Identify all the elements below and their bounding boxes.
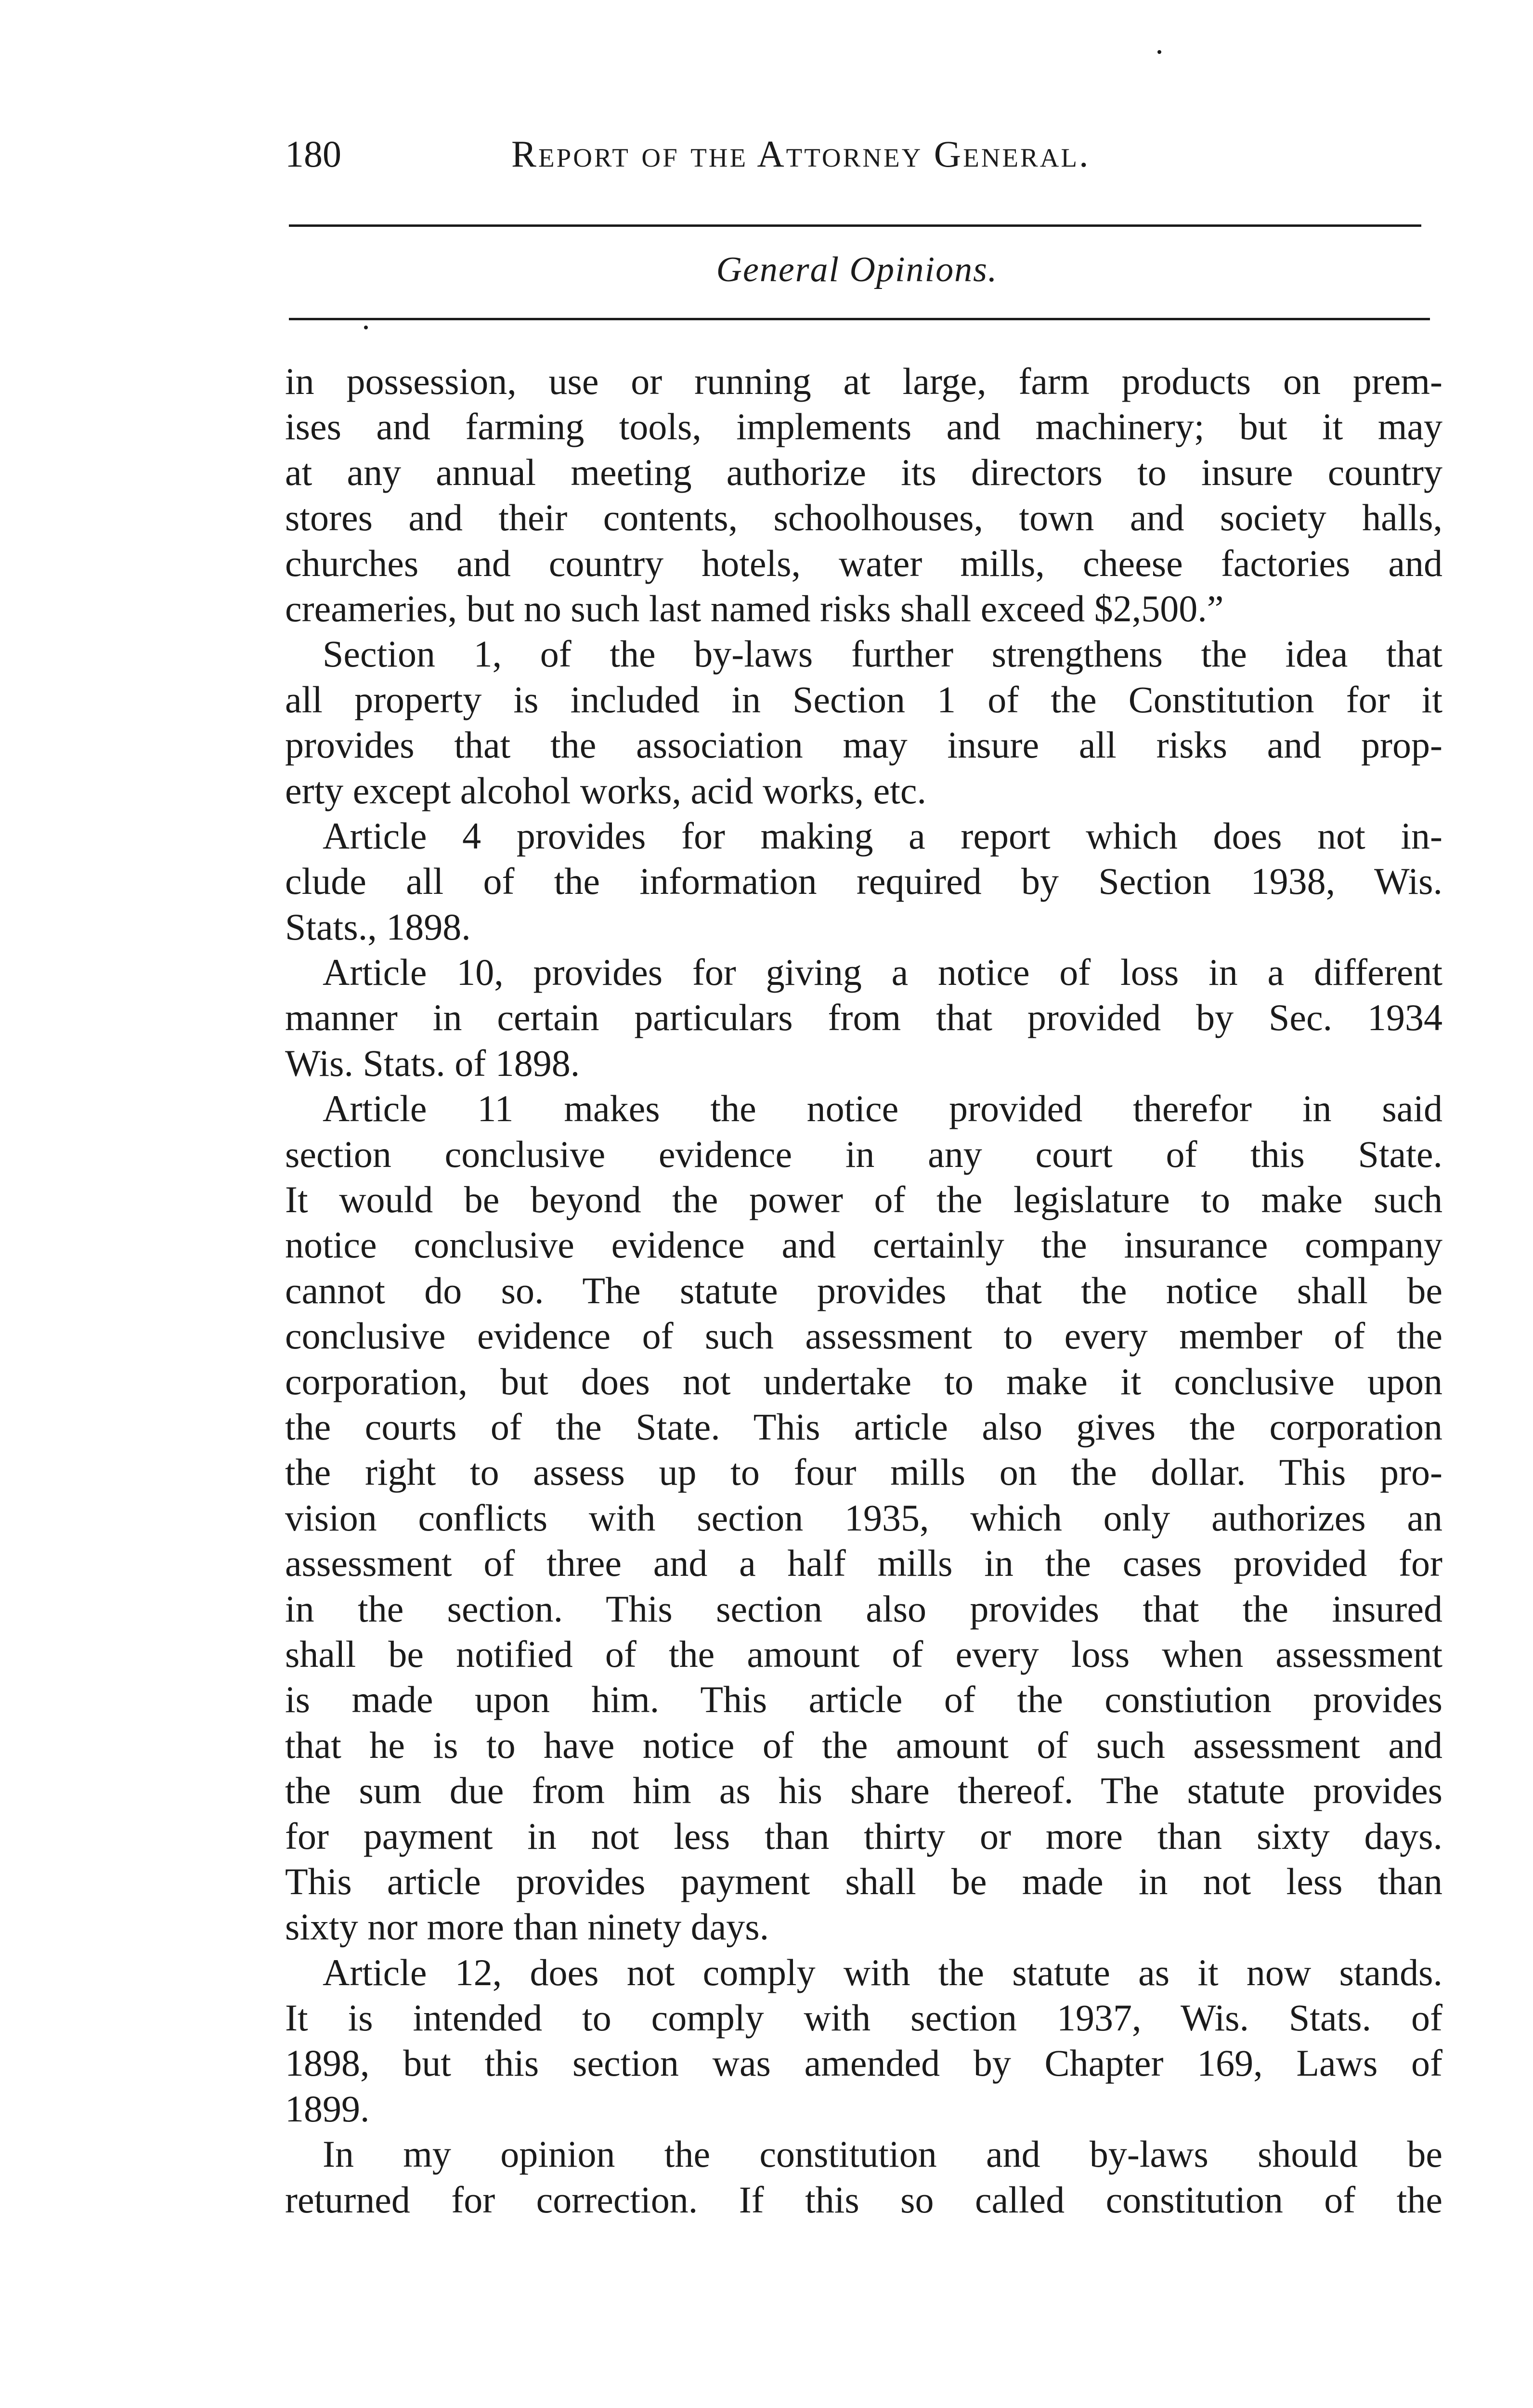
text-line: Article 12, does not comply with the statute as it now stands.	[285, 1951, 1442, 1993]
text-line: erty except alcohol works, acid works, etc.	[285, 769, 927, 811]
text-line: creameries, but no such last named risks shall exceed $2,500.”	[285, 587, 1224, 629]
text-line: assessment of three and a half mills in the cases provided for	[285, 1542, 1442, 1584]
text-line: the sum due from him as his share thereof. The statute provides	[285, 1769, 1442, 1812]
text-line: shall be notified of the amount of every loss when assessment	[285, 1633, 1442, 1675]
text-line: It is intended to comply with section 1937, Wis. Stats. of	[285, 1997, 1442, 2039]
text-line: at any annual meeting authorize its directors to insure country	[285, 451, 1442, 493]
text-line: in the section. This section also provides that the insured	[285, 1587, 1442, 1630]
text-line: Wis. Stats. of 1898.	[285, 1042, 580, 1084]
text-line: manner in certain particulars from that provided by Sec. 1934	[285, 996, 1442, 1039]
text-line: Article 4 provides for making a report which does not in-	[285, 814, 1442, 857]
text-line: cannot do so. The statute provides that the notice shall be	[285, 1269, 1442, 1311]
text-line: is made upon him. This article of the constiution provides	[285, 1678, 1442, 1721]
header-title: Report of the Attorney General.	[511, 133, 1091, 175]
text-line: the right to assess up to four mills on the dollar. This pro-	[285, 1451, 1442, 1493]
text-line: ises and farming tools, implements and machinery; but it may	[285, 406, 1442, 448]
section-heading: General Opinions.	[716, 250, 998, 289]
text-line: Article 10, provides for giving a notice of loss in a different	[285, 951, 1442, 994]
header-rule-bottom	[289, 318, 1430, 320]
text-line: section conclusive evidence in any court of this State.	[285, 1133, 1442, 1175]
body-text	[285, 359, 1442, 2223]
text-line: clude all of the information required by Section 1938, Wis.	[285, 860, 1442, 903]
text-line: corporation, but does not undertake to make it conclusive upon	[285, 1360, 1442, 1402]
text-line: notice conclusive evidence and certainly the insurance company	[285, 1224, 1442, 1266]
text-line: for payment in not less than thirty or more than sixty days.	[285, 1815, 1442, 1857]
text-line: the courts of the State. This article also gives the corporation	[285, 1405, 1442, 1448]
print-speck	[1157, 50, 1161, 54]
text-line: all property is included in Section 1 of the Constitution for it	[285, 678, 1442, 720]
text-line: Article 11 makes the notice provided therefor in said	[285, 1087, 1442, 1130]
text-line: This article provides payment shall be made in not less than	[285, 1860, 1442, 1902]
text-line: conclusive evidence of such assessment to every member of the	[285, 1315, 1442, 1357]
text-line: sixty nor more than ninety days.	[285, 1906, 769, 1948]
text-line: 1898, but this section was amended by Chapter 169, Laws of	[285, 2042, 1442, 2084]
print-speck	[364, 326, 368, 329]
text-line: in possession, use or running at large, farm products on prem-	[285, 360, 1442, 402]
running-head	[285, 126, 1445, 184]
text-line: 1899.	[285, 2087, 370, 2130]
text-line: It would be beyond the power of the legislature to make such	[285, 1178, 1442, 1221]
text-line: Stats., 1898.	[285, 905, 471, 948]
text-line: vision conflicts with section 1935, which only authorizes an	[285, 1496, 1442, 1539]
text-line: provides that the association may insure all risks and prop-	[285, 724, 1442, 766]
text-line: returned for correction. If this so called constitution of the	[285, 2178, 1442, 2221]
text-line: churches and country hotels, water mills, cheese factories and	[285, 542, 1442, 584]
header-rule-top	[289, 224, 1421, 227]
text-line: Section 1, of the by-laws further strengthens the idea that	[285, 633, 1442, 675]
text-line: stores and their contents, schoolhouses, town and society halls,	[285, 497, 1442, 539]
text-line: that he is to have notice of the amount of such assessment and	[285, 1724, 1442, 1766]
text-line: In my opinion the constitution and by-laws should be	[285, 2133, 1442, 2175]
page-number: 180	[285, 133, 341, 175]
